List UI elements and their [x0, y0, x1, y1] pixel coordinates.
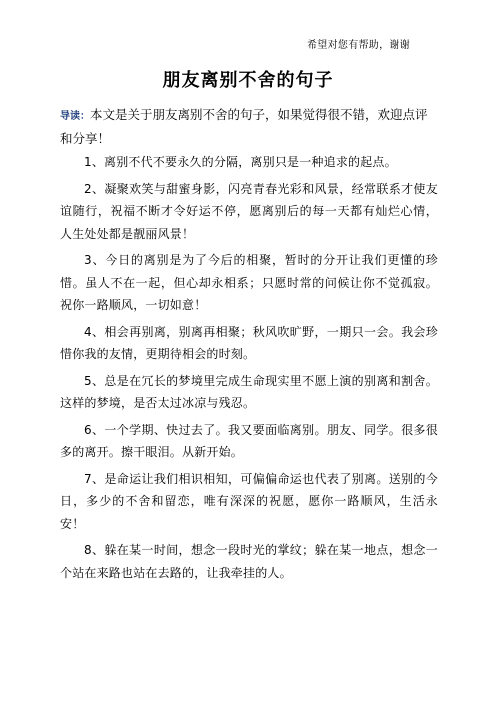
- document-title: 朋友离别不舍的句子: [162, 70, 334, 91]
- header-note: 希望对您有帮助，谢谢: [307, 40, 410, 51]
- paragraph-2: 2、凝聚欢笑与甜蜜身影，闪亮青春光彩和风景，经常联系才使友谊随行，祝福不断才令好运不停，愿离别后的每一天都有灿烂心情，人生处处都是靓丽风景！: [60, 181, 438, 241]
- intro-paragraph: [60, 104, 438, 150]
- paragraph-8: 8、躲在某一时间，想念一段时光的掌纹；躲在某一地点，想念一个站在来路也站在去路的，让我牵挂的人。: [60, 543, 438, 580]
- body-paragraphs: [60, 151, 438, 588]
- paragraph-7: 7、是命运让我们相识相知，可偏偏命运也代表了别离。送别的今日，多少的不舍和留恋，唯有深深的祝愿，愿你一路顺风，生活永安！: [60, 471, 438, 531]
- paragraph-3: 3、今日的离别是为了今后的相聚，暂时的分开让我们更懂的珍惜。虽人不在一起，但心却永相系；只愿时常的问候让你不觉孤寂。祝你一路顺风，一切如意！: [60, 253, 438, 312]
- intro-label: 导读：: [60, 111, 90, 122]
- paragraph-5: 5、总是在冗长的梦境里完成生命现实里不愿上演的别离和割舍。这样的梦境，是否太过冰凉与残忍。: [60, 373, 438, 410]
- paragraph-4: 4、相会再别离，别离再相聚；秋风吹旷野，一期只一会。我会珍惜你我的友情，更期待相会的时刻。: [60, 324, 438, 361]
- paragraph-1: 1、离别不代不要永久的分隔，离别只是一种追求的起点。: [84, 155, 397, 169]
- intro-text: 本文是关于朋友离别不舍的句子，如果觉得很不错，欢迎点评和分享！: [60, 107, 428, 146]
- paragraph-6: 6、一个学期、快过去了。我又要面临离别。朋友、同学。很多很多的离开。擦干眼泪。从新开始。: [60, 422, 438, 459]
